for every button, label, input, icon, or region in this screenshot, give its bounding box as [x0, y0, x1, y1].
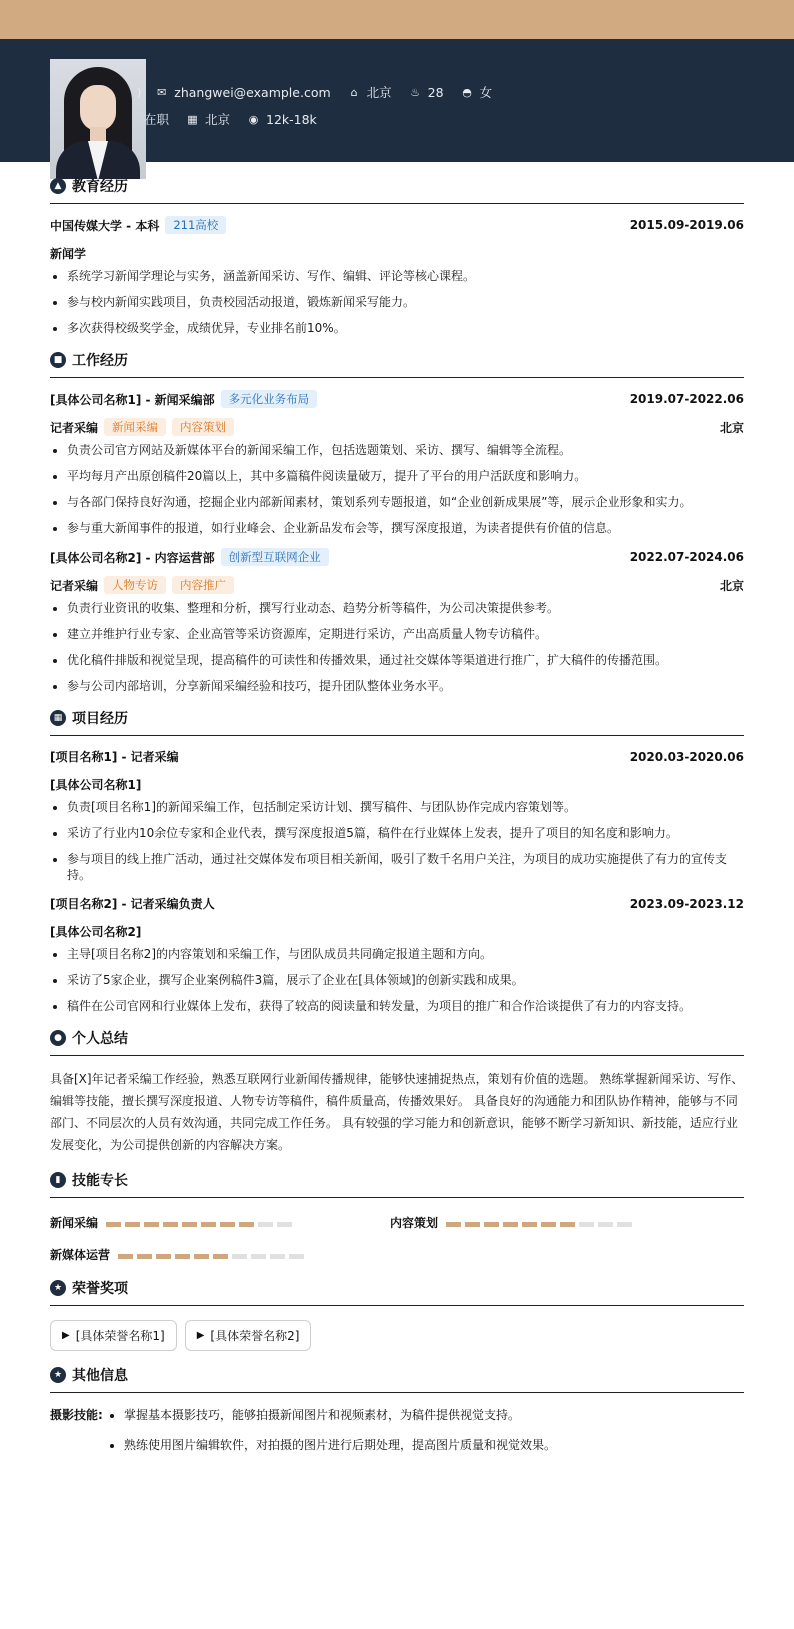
skill-item	[50, 1214, 296, 1231]
school-name: 中国传媒大学 - 本科	[50, 218, 160, 233]
project-bullets	[50, 946, 744, 1014]
work-bullets	[50, 442, 744, 536]
list-item: • 稿件在公司官网和行业媒体上发布，获得了较高的阅读量和转发量，为项目的推广和合作洽谈提供了有力的内容支持。	[67, 998, 744, 1014]
project-name: [项目名称1] - 记者采编	[50, 750, 179, 764]
skill-level-segment	[201, 1222, 216, 1227]
skill-level-bar	[118, 1248, 308, 1262]
company-name: [具体公司名称2] - 内容运营部	[50, 550, 215, 565]
skill-level-segment	[258, 1222, 273, 1227]
skill-level-segment	[125, 1222, 140, 1227]
section-header-education	[50, 176, 744, 204]
award-item[interactable]	[185, 1320, 312, 1351]
skill-level-segment	[289, 1254, 304, 1259]
email-text: zhangwei@example.com	[174, 84, 331, 100]
list-item: • 采访了5家企业，撰写企业案例稿件3篇，展示了企业在[具体领域]的创新实践和成果。	[67, 972, 744, 988]
list-item: • 主导[项目名称2]的内容策划和采编工作，与团队成员共同确定报道主题和方向。	[67, 946, 744, 962]
gender-text: 女	[479, 85, 493, 100]
skill-level-segment	[106, 1222, 121, 1227]
work-bullets	[50, 600, 744, 694]
major: 新闻学	[50, 247, 87, 261]
cake-icon: ♨	[410, 85, 421, 99]
skill-level-segment	[175, 1254, 190, 1259]
section-title: 个人总结	[72, 1031, 128, 1047]
work-location: 北京	[719, 420, 744, 435]
gender-icon: ◓	[462, 85, 472, 99]
section-title: 教育经历	[72, 179, 128, 195]
skill-level-segment	[484, 1222, 499, 1227]
contact-line-2	[144, 110, 317, 128]
work-location: 北京	[719, 578, 744, 593]
section-header-awards	[50, 1278, 744, 1306]
list-item: • 负责行业资讯的收集、整理和分析，撰写行业动态、趋势分析等稿件，为公司决策提供参考。	[67, 600, 744, 616]
role-tag: 内容策划	[172, 418, 234, 436]
skill-level-segment	[446, 1222, 461, 1227]
skill-level-segment	[194, 1254, 209, 1259]
skill-level-bar	[106, 1216, 296, 1230]
skill-level-segment	[163, 1222, 178, 1227]
award-name: [具体荣誉名称2]	[210, 1329, 300, 1343]
section-title: 技能专长	[72, 1173, 128, 1189]
skill-level-segment	[118, 1254, 133, 1259]
project-period: 2020.03-2020.06	[629, 749, 744, 764]
skill-item	[50, 1246, 308, 1263]
skill-item	[390, 1214, 636, 1231]
city-text: 北京	[366, 85, 392, 100]
user-icon: ●	[50, 1030, 66, 1046]
project-bullets	[50, 799, 744, 883]
company-tag: 创新型互联网企业	[221, 548, 329, 566]
summary-text: 具备[X]年记者采编工作经验，熟悉互联网行业新闻传播规律，能够快速捕捉热点，策划有价值的选题。 熟练掌握新闻采访、写作、编辑等技能，擅长撰写深度报道、人物专访等稿件，稿件质量高，传播效果好。 具备良好的沟通能力和团队协作精神，能够与不同部门、不同层次的人员有效沟通，共同完成工作任务。 具有较强的学习能力和创新意识，能够不断学习新知识、新技能，适应行业发展变化，为公司提供创新的内容解决方案。	[50, 1072, 744, 1152]
work-period: 2019.07-2022.06	[629, 392, 744, 406]
award-item[interactable]	[50, 1320, 177, 1351]
list-item: • 负责[项目名称1]的新闻采编工作，包括制定采访计划、撰写稿件、与团队协作完成内容策划等。	[67, 799, 744, 815]
skill-level-segment	[598, 1222, 613, 1227]
coin-icon: ◉	[248, 112, 259, 126]
mail-icon: ✉	[157, 85, 167, 99]
play-triangle-icon: ▶	[62, 1330, 70, 1341]
play-triangle-icon: ▶	[196, 1330, 205, 1341]
skill-level-segment	[522, 1222, 537, 1227]
award-icon: ★	[50, 1280, 66, 1296]
section-header-work	[50, 350, 744, 378]
list-item: • 熟练使用图片编辑软件，对拍摄的图片进行后期处理，提高图片质量和视觉效果。	[124, 1437, 556, 1453]
home-icon: ⌂	[350, 85, 358, 99]
awards-list	[50, 1320, 744, 1351]
list-item: • 建立并维护行业专家、企业高管等采访资源库，定期进行采访，产出高质量人物专访稿件。	[67, 626, 744, 642]
graduation-cap-icon: ▲	[50, 178, 66, 194]
section-header-summary	[50, 1028, 744, 1056]
work-period: 2022.07-2024.06	[629, 550, 744, 564]
skill-level-segment	[239, 1222, 254, 1227]
resume-content	[50, 162, 744, 1467]
education-bullets	[50, 268, 744, 336]
partial-phone-icon: )	[137, 85, 142, 99]
list-item: • 多次获得校级奖学金，成绩优异，专业排名前10%。	[67, 320, 744, 336]
role-tag: 新闻采编	[104, 418, 166, 436]
list-item: • 负责公司官方网站及新媒体平台的新闻采编工作，包括选题策划、采访、撰写、编辑等全流程。	[67, 442, 744, 458]
section-header-other	[50, 1365, 744, 1393]
skill-level-segment	[277, 1222, 292, 1227]
project-company: [具体公司名称2]	[50, 925, 142, 939]
role-tag: 人物专访	[104, 576, 166, 594]
info-icon: ★	[50, 1367, 66, 1383]
job-role: 记者采编	[50, 420, 99, 435]
skill-name: 新闻采编	[50, 1216, 99, 1230]
list-item: • 参与重大新闻事件的报道，如行业峰会、企业新品发布会等，撰写深度报道，为读者提供有价值的信息。	[67, 520, 744, 536]
bar-chart-icon: ▮	[50, 1172, 66, 1188]
skill-level-segment	[156, 1254, 171, 1259]
skill-level-segment	[465, 1222, 480, 1227]
list-item: • 优化稿件排版和视觉呈现，提高稿件的可读性和传播效果，通过社交媒体等渠道进行推广，扩大稿件的传播范围。	[67, 652, 744, 668]
project-company: [具体公司名称1]	[50, 778, 142, 792]
skill-level-segment	[251, 1254, 266, 1259]
skill-level-segment	[579, 1222, 594, 1227]
skill-level-segment	[560, 1222, 575, 1227]
skill-level-segment	[232, 1254, 247, 1259]
company-tag: 多元化业务布局	[221, 390, 318, 408]
list-item: • 参与公司内部培训，分享新闻采编经验和技巧，提升团队整体业务水平。	[67, 678, 744, 694]
list-item: • 系统学习新闻学理论与实务，涵盖新闻采访、写作、编辑、评论等核心课程。	[67, 268, 744, 284]
list-item: • 与各部门保持良好沟通，挖掘企业内部新闻素材，策划系列专题报道，如“企业创新成果展”等，展示企业形象和实力。	[67, 494, 744, 510]
education-period: 2015.09-2019.06	[629, 218, 744, 232]
skill-name: 新媒体运营	[50, 1248, 111, 1262]
list-item: • 参与校内新闻实践项目，负责校园活动报道，锻炼新闻采写能力。	[67, 294, 744, 310]
award-name: [具体荣誉名称1]	[75, 1329, 165, 1343]
grid-icon: ▦	[50, 710, 66, 726]
profile-photo	[50, 59, 146, 179]
job-role: 记者采编	[50, 578, 99, 593]
skill-level-segment	[541, 1222, 556, 1227]
list-item: • 采访了行业内10余位专家和企业代表，撰写深度报道5篇，稿件在行业媒体上发表，提升了项目的知名度和影响力。	[67, 825, 744, 841]
skill-level-segment	[220, 1222, 235, 1227]
contact-line-1	[137, 83, 492, 101]
section-title: 项目经历	[72, 711, 128, 727]
project-name: [项目名称2] - 记者采编负责人	[50, 897, 215, 911]
skill-level-segment	[144, 1222, 159, 1227]
skill-level-segment	[213, 1254, 228, 1259]
other-bullets	[106, 1407, 556, 1467]
section-title: 荣誉奖项	[72, 1281, 128, 1297]
status-text: 在职	[144, 112, 170, 127]
section-title: 工作经历	[72, 353, 128, 369]
section-header-skills	[50, 1170, 744, 1198]
salary-text: 12k-18k	[266, 111, 317, 127]
other-label: 摄影技能:	[50, 1408, 103, 1422]
section-header-projects	[50, 708, 744, 736]
skill-level-segment	[137, 1254, 152, 1259]
project-period: 2023.09-2023.12	[629, 896, 744, 911]
list-item: • 参与项目的线上推广活动，通过社交媒体发布项目相关新闻，吸引了数千名用户关注，为项目的成功实施提供了有力的宣传支持。	[67, 851, 744, 883]
school-tag: 211高校	[165, 216, 226, 234]
skill-name: 内容策划	[390, 1216, 439, 1230]
expected-city-text: 北京	[205, 112, 231, 127]
skill-level-segment	[617, 1222, 632, 1227]
briefcase-icon: ■	[50, 352, 66, 368]
age-text: 28	[427, 84, 444, 100]
role-tag: 内容推广	[172, 576, 234, 594]
top-accent-band	[0, 0, 794, 39]
skill-level-bar	[446, 1216, 636, 1230]
list-item: • 掌握基本摄影技巧，能够拍摄新闻图片和视频素材，为稿件提供视觉支持。	[124, 1407, 556, 1423]
skill-level-segment	[182, 1222, 197, 1227]
skill-level-segment	[270, 1254, 285, 1259]
skill-level-segment	[503, 1222, 518, 1227]
list-item: • 平均每月产出原创稿件20篇以上，其中多篇稿件阅读量破万，提升了平台的用户活跃度和影响力。	[67, 468, 744, 484]
other-info	[50, 1407, 744, 1467]
profile-header	[0, 39, 794, 162]
section-title: 其他信息	[72, 1368, 128, 1384]
company-name: [具体公司名称1] - 新闻采编部	[50, 392, 215, 407]
building-icon: ▦	[187, 112, 198, 126]
skills-list	[50, 1214, 744, 1272]
